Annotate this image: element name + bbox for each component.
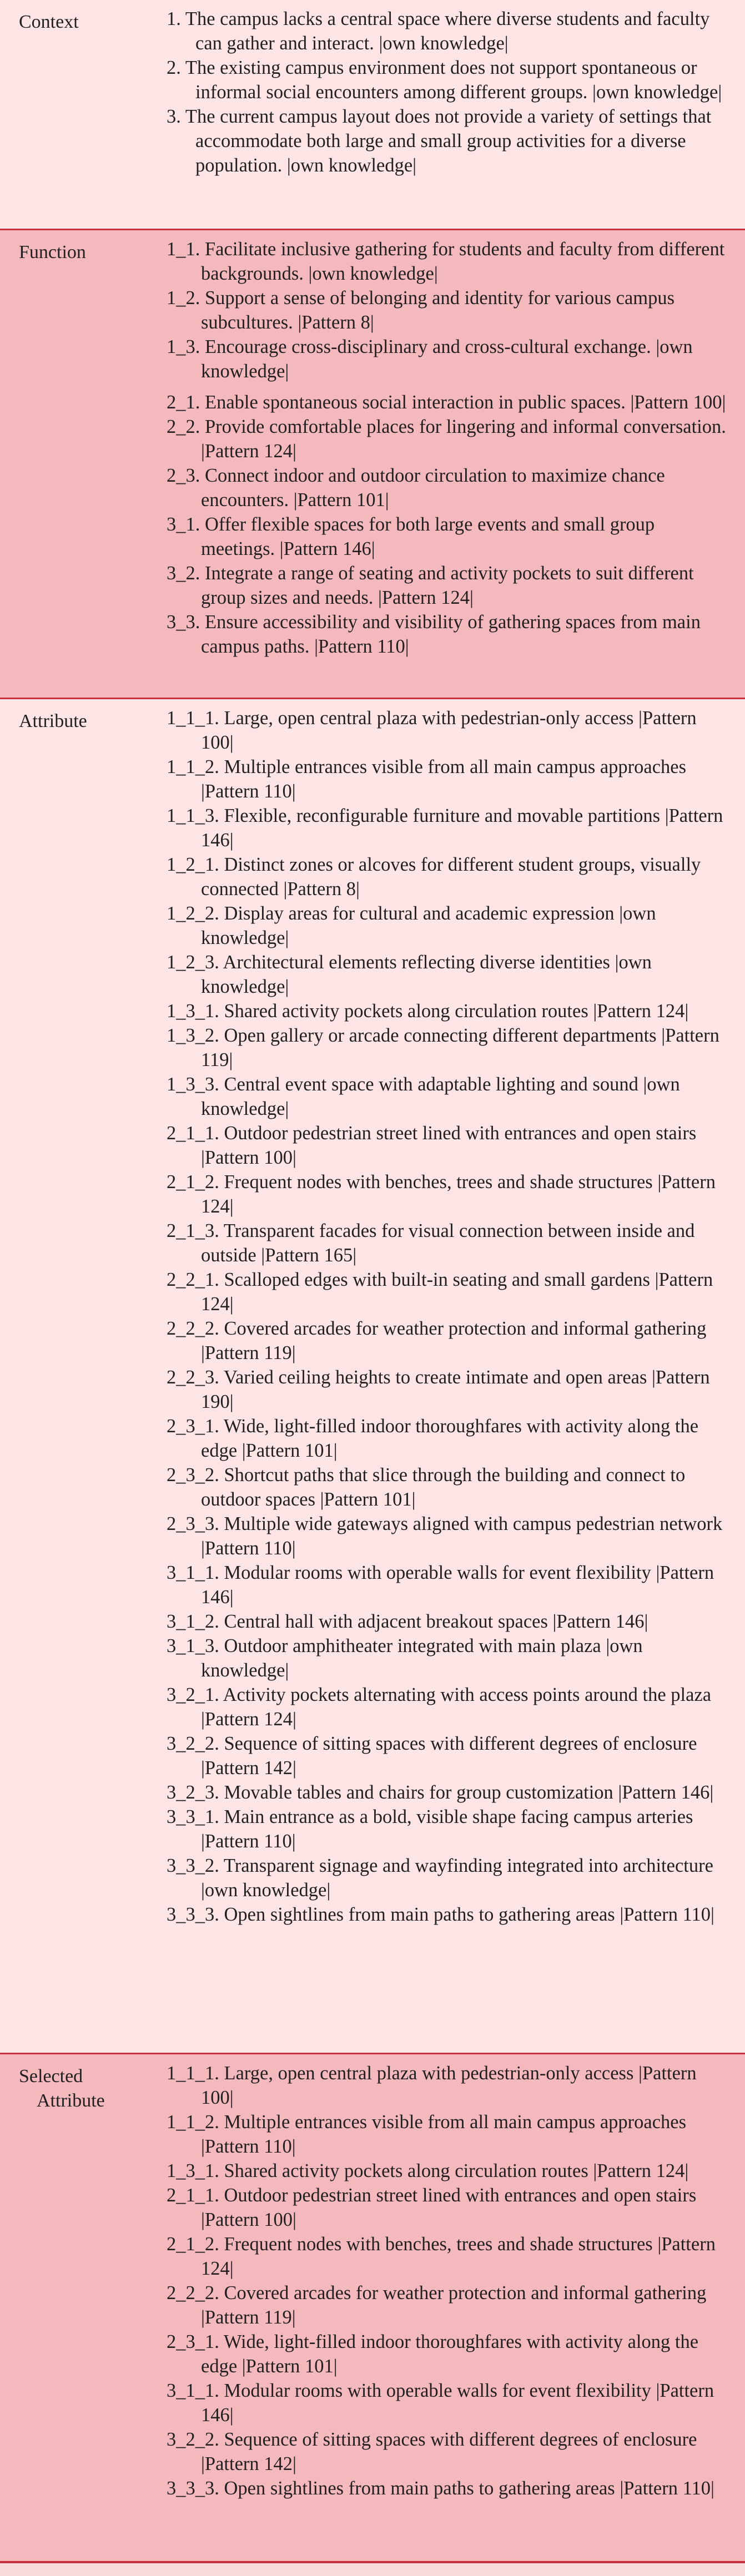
function-item: 3_3. Ensure accessibility and visibility of gathering spaces from main campus paths. |Pattern 110| — [167, 612, 701, 657]
selected-attribute-row — [0, 2053, 745, 2563]
selected-attribute-item: 2_1_1. Outdoor pedestrian street lined with entrances and open stairs |Pattern 100| — [167, 2185, 697, 2230]
attribute-item: 1_2_1. Distinct zones or alcoves for different student groups, visually connected |Pattern 8| — [167, 854, 701, 900]
attribute-item: 2_1_1. Outdoor pedestrian street lined with entrances and open stairs |Pattern 100| — [167, 1123, 697, 1168]
row-label-line2: Attribute — [37, 2090, 105, 2111]
attribute-item: 3_1_1. Modular rooms with operable walls for event flexibility |Pattern 146| — [167, 1562, 714, 1608]
function-items — [167, 237, 727, 659]
attribute-item: 3_3_2. Transparent signage and wayfinding integrated into architecture |own knowledge| — [167, 1855, 713, 1901]
attribute-item: 2_1_2. Frequent nodes with benches, trees and shade structures |Pattern 124| — [167, 1171, 716, 1217]
attribute-item: 2_2_1. Scalloped edges with built-in seating and small gardens |Pattern 124| — [167, 1269, 713, 1315]
selected-attribute-item: 2_1_2. Frequent nodes with benches, trees and shade structures |Pattern 124| — [167, 2234, 716, 2279]
attribute-item: 2_1_3. Transparent facades for visual connection between inside and outside |Pattern 165| — [167, 1220, 695, 1266]
attribute-item: 3_2_1. Activity pockets alternating with access points around the plaza |Pattern 124| — [167, 1684, 712, 1730]
selected-attribute-item: 1_3_1. Shared activity pockets along circulation routes |Pattern 124| — [167, 2160, 689, 2181]
attribute-item: 1_3_1. Shared activity pockets along circulation routes |Pattern 124| — [167, 1001, 689, 1022]
function-row — [0, 229, 745, 698]
attribute-item: 2_3_3. Multiple wide gateways aligned with campus pedestrian network |Pattern 110| — [167, 1513, 723, 1559]
context-item: 1. The campus lacks a central space where diverse students and faculty can gather and interact. |own knowledge| — [167, 8, 710, 54]
row-label-attribute: Attribute — [19, 711, 87, 731]
attribute-item: 2_3_1. Wide, light-filled indoor thoroughfares with activity along the edge |Pattern 101| — [167, 1416, 699, 1461]
context-row — [0, 0, 745, 229]
attribute-item: 1_1_3. Flexible, reconfigurable furniture and movable partitions |Pattern 146| — [167, 805, 723, 851]
function-item: 1_3. Encourage cross-disciplinary and cross-cultural exchange. |own knowledge| — [167, 336, 693, 382]
selected-attribute-item: 2_3_1. Wide, light-filled indoor thoroughfares with activity along the edge |Pattern 101| — [167, 2331, 699, 2377]
row-label-context: Context — [19, 12, 79, 32]
attribute-item: 3_2_2. Sequence of sitting spaces with different degrees of enclosure |Pattern 142| — [167, 1733, 697, 1779]
function-item: 2_3. Connect indoor and outdoor circulation to maximize chance encounters. |Pattern 101| — [167, 465, 665, 511]
attribute-item: 3_2_3. Movable tables and chairs for group customization |Pattern 146| — [167, 1782, 714, 1803]
selected-attribute-item: 1_1_2. Multiple entrances visible from all main campus approaches |Pattern 110| — [167, 2112, 687, 2157]
row-label-selected-attribute — [19, 2064, 147, 2113]
selected-attribute-item: 3_1_1. Modular rooms with operable walls for event flexibility |Pattern 146| — [167, 2380, 714, 2426]
attribute-item: 3_1_3. Outdoor amphitheater integrated with main plaza |own knowledge| — [167, 1635, 643, 1681]
function-item: 2_2. Provide comfortable places for lingering and informal conversation. |Pattern 124| — [167, 416, 726, 462]
selected-attribute-item: 3_3_3. Open sightlines from main paths to gathering areas |Pattern 110| — [167, 2478, 714, 2499]
context-item: 3. The current campus layout does not provide a variety of settings that accommodate both large and small group activities for a diverse population. |own knowledge| — [167, 106, 712, 176]
selected-attribute-items — [167, 2061, 727, 2501]
attribute-item: 2_2_3. Varied ceiling heights to create intimate and open areas |Pattern 190| — [167, 1367, 710, 1412]
attribute-item: 2_2_2. Covered arcades for weather protection and informal gathering |Pattern 119| — [167, 1318, 707, 1363]
attribute-item: 1_3_2. Open gallery or arcade connecting different departments |Pattern 119| — [167, 1025, 719, 1070]
function-item: 3_2. Integrate a range of seating and activity pockets to suit different group sizes and needs. |Pattern 124| — [167, 563, 694, 608]
attribute-item: 1_1_1. Large, open central plaza with pedestrian-only access |Pattern 100| — [167, 708, 697, 753]
function-item: 2_1. Enable spontaneous social interaction in public spaces. |Pattern 100| — [167, 392, 726, 413]
function-item: 3_1. Offer flexible spaces for both large events and small group meetings. |Pattern 146| — [167, 514, 655, 559]
context-items — [167, 7, 727, 178]
function-item: 1_2. Support a sense of belonging and identity for various campus subcultures. |Pattern 8| — [167, 287, 675, 333]
attribute-row — [0, 698, 745, 2053]
row-label-line1: Selected — [19, 2066, 83, 2087]
attribute-item: 1_2_3. Architectural elements reflecting diverse identities |own knowledge| — [167, 952, 652, 997]
row-label-function: Function — [19, 242, 86, 262]
attribute-item: 1_1_2. Multiple entrances visible from all main campus approaches |Pattern 110| — [167, 756, 687, 802]
attribute-item: 3_1_2. Central hall with adjacent breakout spaces |Pattern 146| — [167, 1611, 648, 1632]
attribute-item: 1_2_2. Display areas for cultural and academic expression |own knowledge| — [167, 903, 656, 948]
context-item: 2. The existing campus environment does not support spontaneous or informal social encounters among different groups. |own knowledge| — [167, 57, 722, 103]
attribute-item: 3_3_1. Main entrance as a bold, visible shape facing campus arteries |Pattern 110| — [167, 1806, 693, 1852]
attribute-items — [167, 706, 727, 1927]
attribute-item: 2_3_2. Shortcut paths that slice through the building and connect to outdoor spaces |Pattern 101| — [167, 1464, 686, 1510]
selected-attribute-item: 1_1_1. Large, open central plaza with pedestrian-only access |Pattern 100| — [167, 2063, 697, 2108]
function-item: 1_1. Facilitate inclusive gathering for students and faculty from different backgrounds. |own knowledge| — [167, 239, 725, 284]
attribute-item: 1_3_3. Central event space with adaptable lighting and sound |own knowledge| — [167, 1074, 680, 1119]
attribute-item: 3_3_3. Open sightlines from main paths to gathering areas |Pattern 110| — [167, 1904, 714, 1925]
selected-attribute-item: 3_2_2. Sequence of sitting spaces with different degrees of enclosure |Pattern 142| — [167, 2429, 697, 2474]
selected-attribute-item: 2_2_2. Covered arcades for weather protection and informal gathering |Pattern 119| — [167, 2282, 707, 2328]
